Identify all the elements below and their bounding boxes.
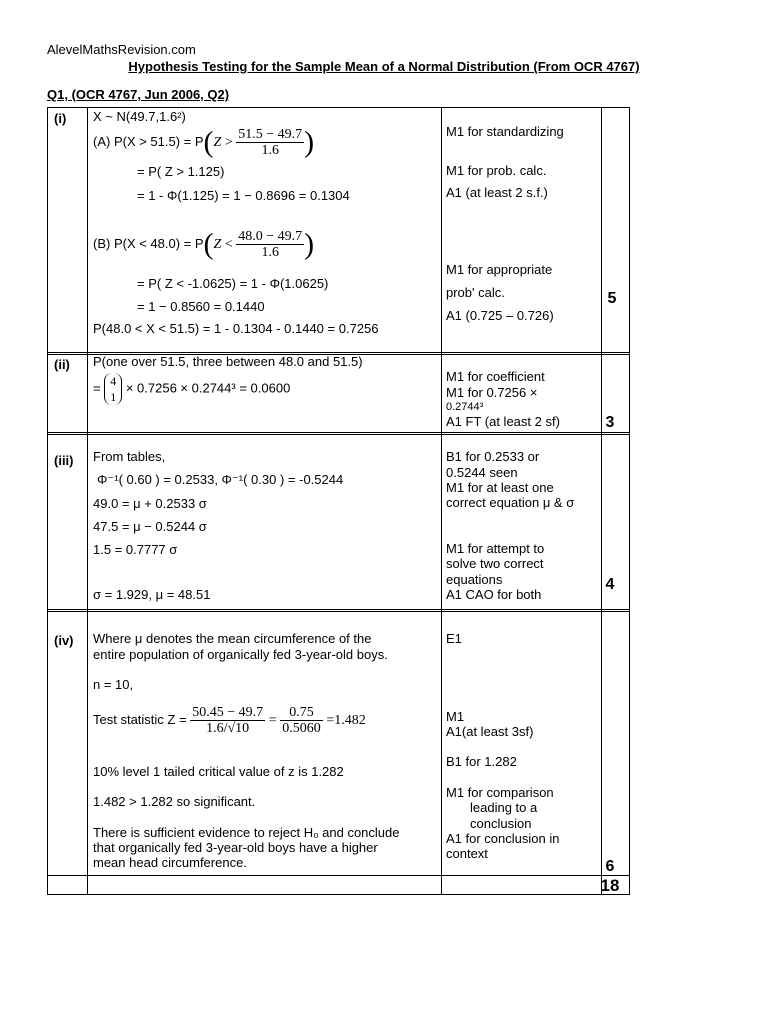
mark-scheme-table [47,107,630,895]
part-label: (iii) [54,453,74,468]
solution-line: entire population of organically fed 3-year-old boys. [93,647,388,662]
mark-item: E1 [446,631,462,646]
site-name: AlevelMathsRevision.com [47,42,196,57]
part-label: (iv) [54,633,74,648]
mark-item: leading to a [470,800,538,815]
solution-line: = P( Z > 1.125) [137,164,225,179]
solution-line: σ = 1.929, μ = 48.51 [93,587,211,602]
mark-item: A1 (at least 2 s.f.) [446,185,548,200]
part-label: (ii) [54,357,70,372]
mark-item: 0.2744³ [446,401,484,413]
mark-item: M1 for at least one [446,480,554,495]
table-bottom-border [47,894,630,895]
row-divider [47,609,630,612]
part-total: 6 [605,858,615,875]
part-label: (i) [54,111,67,126]
mark-item: prob' calc. [446,285,505,300]
table-divider-part [87,107,88,895]
mark-item: A1 FT (at least 2 sf) [446,414,560,429]
solution-line: mean head circumference. [93,855,247,870]
solution-line: = 1 − 0.8560 = 0.1440 [137,299,265,314]
solution-line: that organically fed 3-year-old boys have a higher [93,840,378,855]
solution-line: (B) P(X < 48.0) = P(Z < $\frac{48.0 - 49.7}{1.6}$ ) [93,227,315,261]
part-total: 5 [607,290,617,307]
solution-line: = 4 1 × 0.7256 × 0.2744³ = 0.0600 [93,374,291,404]
mark-item: M1 for comparison [446,785,554,800]
solution-line: There is sufficient evidence to reject H₀ and conclude [93,825,400,840]
mark-item: context [446,846,488,861]
table-divider-marks [441,107,442,895]
mark-item: conclusion [470,816,532,831]
solution-line: Where μ denotes the mean circumference of the [93,631,372,646]
row-divider [47,432,630,435]
solution-line: 1.482 > 1.282 so significant. [93,794,256,809]
mark-item: equations [446,572,503,587]
part-total: 4 [605,576,615,593]
solution-line: X ~ N(49.7,1.6²) [93,109,186,124]
row-divider [47,875,630,876]
mark-item: B1 for 1.282 [446,754,517,769]
mark-item: M1 [446,709,465,724]
table-top-border [47,107,630,108]
solution-line: 47.5 = μ − 0.5244 σ [93,519,207,534]
solution-line: = P( Z < -1.0625) = 1 - Φ(1.0625) [137,276,329,291]
solution-line: 10% level 1 tailed critical value of z is 1.282 [93,764,344,779]
mark-item: M1 for standardizing [446,124,564,139]
mark-item: M1 for 0.7256 × [446,385,538,400]
page-title: Hypothesis Testing for the Sample Mean of a Normal Distribution (From OCR 4767) [128,59,640,74]
table-border-right [629,107,630,895]
solution-line: (A) P(X > 51.5) = P(Z > $\frac{51.5 - 49.7}{1.6}$ ) [93,125,315,159]
solution-line: P(one over 51.5, three between 48.0 and 51.5) [93,354,363,369]
mark-item: 0.5244 seen [446,465,518,480]
solution-line: n = 10, [93,677,134,692]
solution-line: = 1 - Φ(1.125) = 1 − 0.8696 = 0.1304 [137,188,350,203]
mark-item: M1 for prob. calc. [446,163,547,178]
mark-item: A1 (0.725 – 0.726) [446,308,554,323]
solution-line: Φ⁻¹( 0.60 ) = 0.2533, Φ⁻¹( 0.30 ) = -0.5244 [97,472,344,487]
solution-line: Test statistic Z = $\frac{50.45 - 49.7}{1.6/√10}$ = $\frac{0.75}{0.5060}$ =1.482 [93,705,366,736]
mark-item: A1 for conclusion in [446,831,560,846]
solution-line: P(48.0 < X < 51.5) = 1 - 0.1304 - 0.1440 = 0.7256 [93,321,379,336]
mark-item: A1 CAO for both [446,587,542,602]
mark-item: A1(at least 3sf) [446,724,534,739]
solution-line: 49.0 = μ + 0.2533 σ [93,496,207,511]
mark-item: correct equation μ & σ [446,495,575,510]
mark-item: solve two correct [446,556,544,571]
mark-item: M1 for coefficient [446,369,545,384]
grand-total: 18 [600,876,620,895]
mark-item: M1 for appropriate [446,262,553,277]
mark-item: M1 for attempt to [446,541,545,556]
solution-line: 1.5 = 0.7777 σ [93,542,178,557]
question-heading: Q1, (OCR 4767, Jun 2006, Q2) [47,87,230,102]
mark-item: B1 for 0.2533 or [446,449,540,464]
part-total: 3 [605,414,615,431]
solution-line: From tables, [93,449,166,464]
table-border-left [47,107,48,895]
table-divider-total [601,107,602,895]
